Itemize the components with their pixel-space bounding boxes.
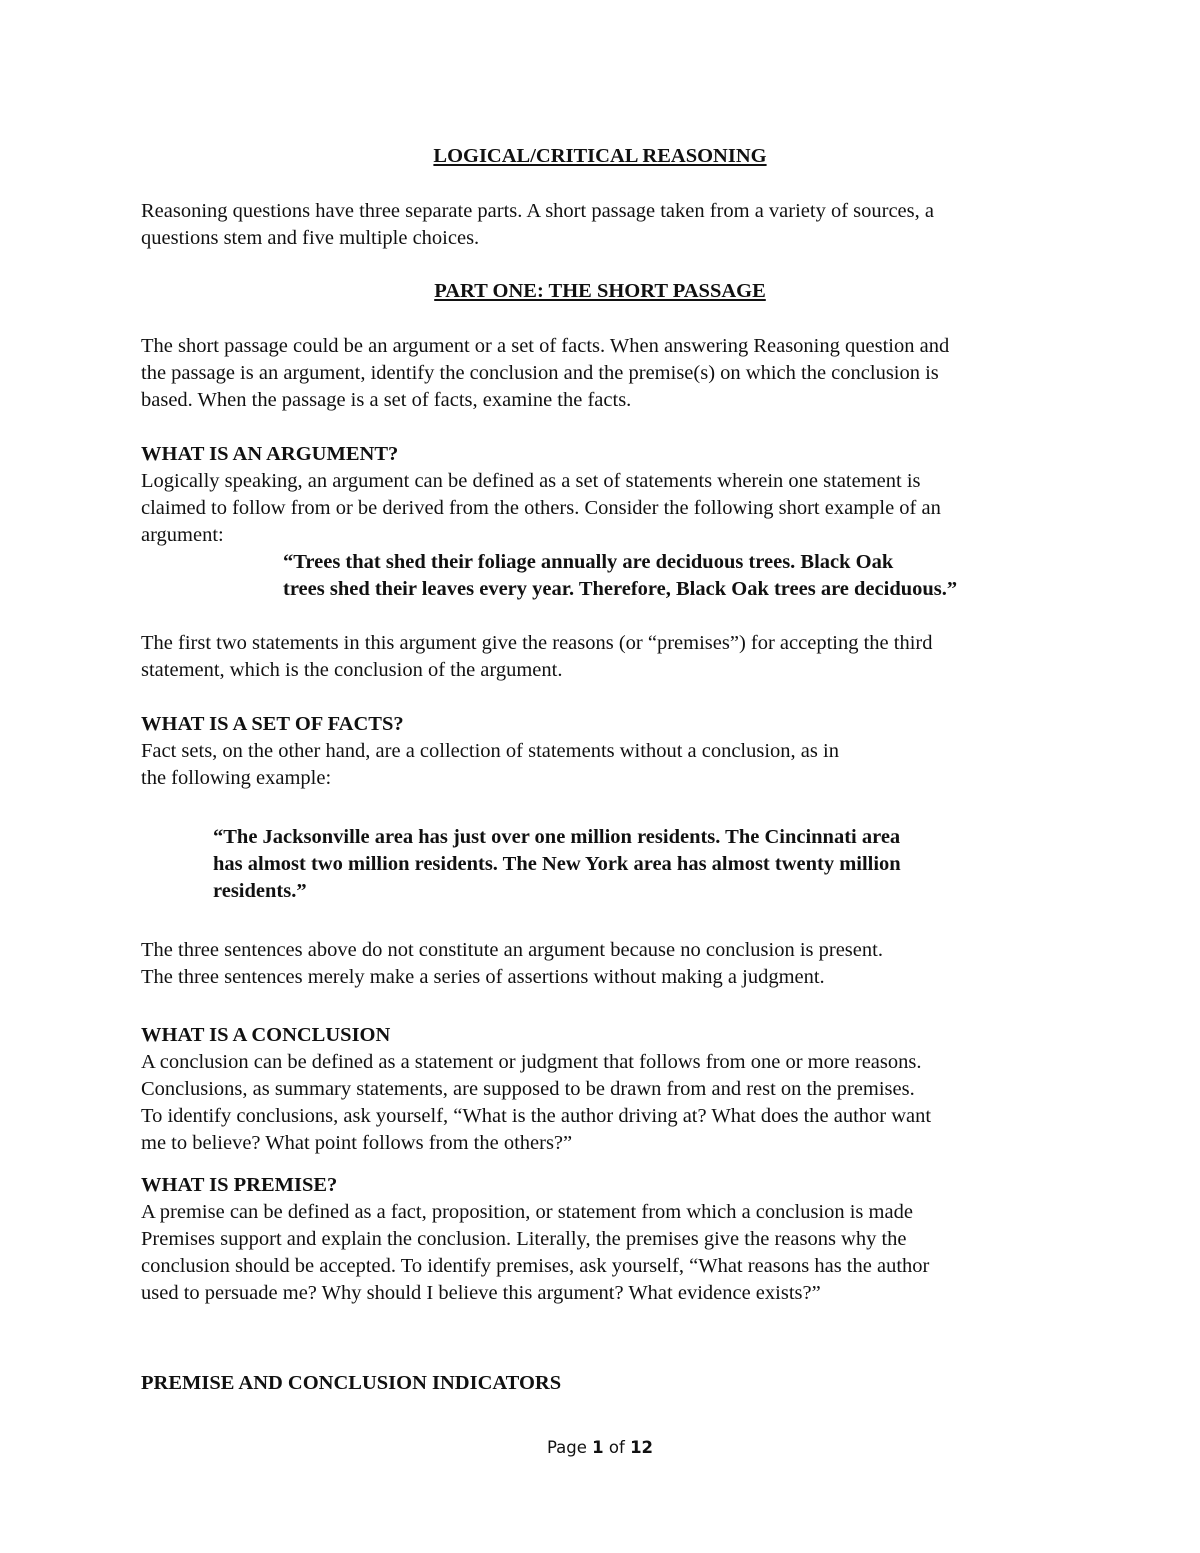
conclusion-heading: WHAT IS A CONCLUSION [141, 1024, 391, 1046]
argument-line: claimed to follow from or be derived from the others. Consider the following short example of an [141, 497, 941, 519]
argument-explanation-line: The first two statements in this argument give the reasons (or “premises”) for accepting the third [141, 632, 933, 654]
argument-quote-line: “Trees that shed their foliage annually are deciduous trees. Black Oak [283, 551, 894, 573]
intro-line: Reasoning questions have three separate parts. A short passage taken from a variety of sources, a [141, 200, 934, 222]
conclusion-section [141, 1022, 1066, 1157]
page-title: LOGICAL/CRITICAL REASONING [433, 145, 767, 167]
facts-explanation-line: The three sentences merely make a series of assertions without making a judgment. [141, 966, 825, 988]
argument-line: Logically speaking, an argument can be defined as a set of statements wherein one statement is [141, 470, 921, 492]
conclusion-line: A conclusion can be defined as a statement or judgment that follows from one or more reasons. [141, 1051, 922, 1073]
part-one-paragraph [141, 333, 1066, 414]
conclusion-line: me to believe? What point follows from the others?” [141, 1132, 573, 1154]
conclusion-line: To identify conclusions, ask yourself, “What is the author driving at? What does the author want [141, 1105, 932, 1127]
facts-heading: WHAT IS A SET OF FACTS? [141, 713, 404, 735]
argument-quote-line: trees shed their leaves every year. Therefore, Black Oak trees are deciduous.” [283, 578, 958, 600]
conclusion-line: Conclusions, as summary statements, are supposed to be drawn from and rest on the premises. [141, 1078, 915, 1100]
facts-line: the following example: [141, 767, 332, 789]
indicators-heading: PREMISE AND CONCLUSION INDICATORS [141, 1372, 562, 1394]
facts-explanation-line: The three sentences above do not constitute an argument because no conclusion is present. [141, 939, 883, 961]
facts-quote-line: has almost two million residents. The New York area has almost twenty million [213, 853, 901, 875]
facts-section [141, 711, 1066, 792]
part-one-line: The short passage could be an argument or a set of facts. When answering Reasoning question and [141, 335, 950, 357]
footer-total-pages: 12 [630, 1438, 654, 1457]
footer-of-word: of [608, 1438, 625, 1457]
part-one-title: PART ONE: THE SHORT PASSAGE [434, 280, 766, 302]
premise-line: A premise can be defined as a fact, proposition, or statement from which a conclusion is made [141, 1201, 913, 1223]
part-one-line: the passage is an argument, identify the conclusion and the premise(s) on which the conclusion is [141, 362, 939, 384]
argument-section [141, 441, 1066, 549]
premise-line: Premises support and explain the conclusion. Literally, the premises give the reasons why the [141, 1228, 907, 1250]
argument-explanation [141, 630, 1066, 684]
intro-line: questions stem and five multiple choices. [141, 227, 480, 249]
facts-quote-line: residents.” [213, 880, 307, 902]
page-footer [0, 1434, 1200, 1461]
facts-quote [213, 824, 901, 905]
premise-section [141, 1172, 1066, 1307]
facts-line: Fact sets, on the other hand, are a collection of statements without a conclusion, as in [141, 740, 839, 762]
premise-heading: WHAT IS PREMISE? [141, 1174, 338, 1196]
footer-page-number: 1 [592, 1438, 604, 1457]
part-one-line: based. When the passage is a set of facts, examine the facts. [141, 389, 632, 411]
premise-line: conclusion should be accepted. To identify premises, ask yourself, “What reasons has the author [141, 1255, 930, 1277]
facts-explanation [141, 937, 1066, 991]
footer-page-word: Page [546, 1438, 587, 1457]
premise-line: used to persuade me? Why should I believe this argument? What evidence exists?” [141, 1282, 821, 1304]
argument-line: argument: [141, 524, 224, 546]
argument-explanation-line: statement, which is the conclusion of the argument. [141, 659, 563, 681]
facts-quote-line: “The Jacksonville area has just over one million residents. The Cincinnati area [213, 826, 901, 848]
intro-paragraph [141, 198, 1066, 252]
argument-quote [283, 549, 957, 603]
argument-heading: WHAT IS AN ARGUMENT? [141, 443, 399, 465]
